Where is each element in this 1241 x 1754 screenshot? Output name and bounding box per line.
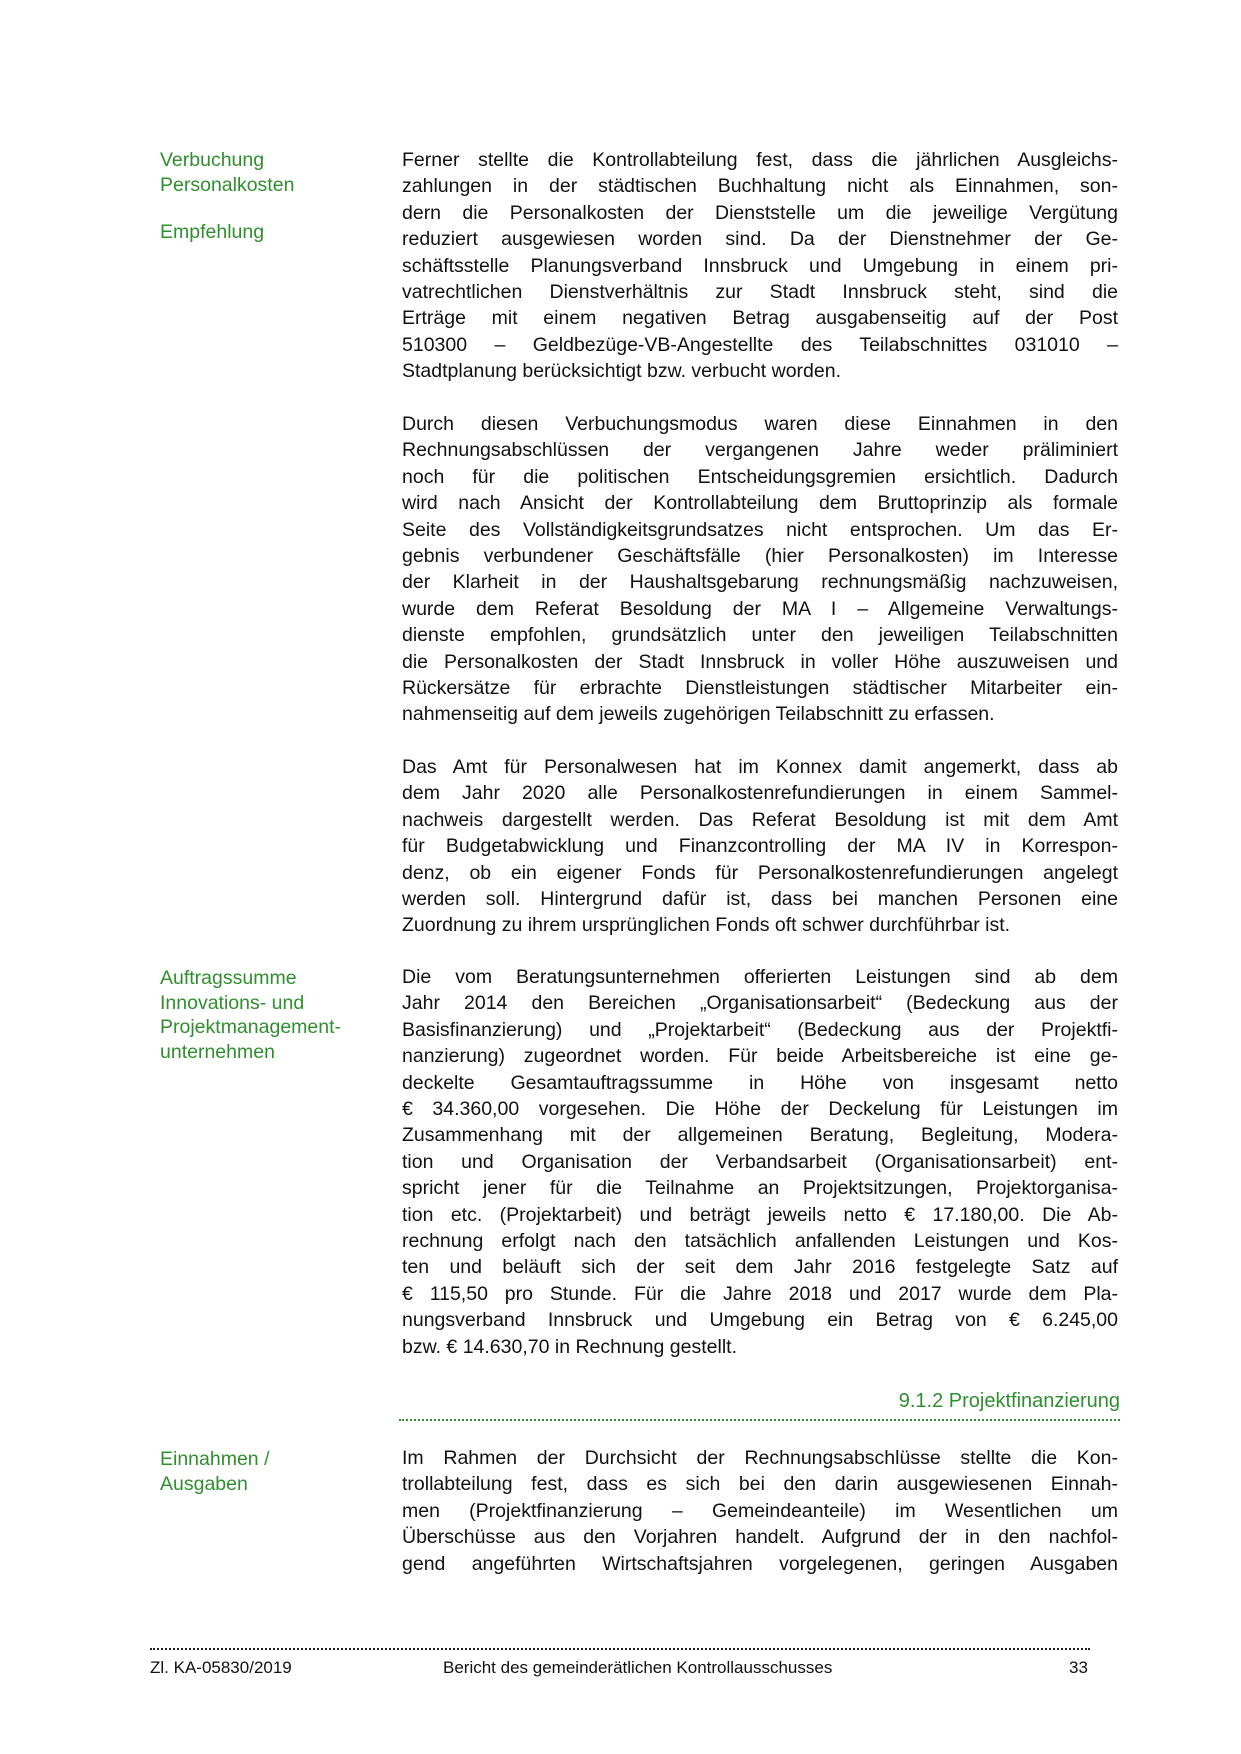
text-line: vatrechtlichen Dienstverhältnis zur Stadt Innsbruck steht, sind die xyxy=(402,281,1118,304)
paragraph-1 xyxy=(402,147,1118,385)
margin-label-line: unternehmen xyxy=(160,1040,275,1063)
margin-label-line: Innovations- und xyxy=(160,991,305,1014)
text-line: nanzierung) zugeordnet worden. Für beide Arbeitsbereiche ist eine ge- xyxy=(402,1045,1118,1068)
text-line: für Budgetabwicklung und Finanzcontrolling der MA IV in Korrespon- xyxy=(402,835,1118,858)
margin-label-line: Projektmanagement- xyxy=(160,1016,342,1038)
text-line: zahlungen in der städtischen Buchhaltung nicht als Einnahmen, son- xyxy=(402,175,1118,198)
text-line: dem Jahr 2020 alle Personalkostenrefundierungen in einem Sammel- xyxy=(402,782,1118,805)
text-line: wurde dem Referat Besoldung der MA I – Allgemeine Verwaltungs- xyxy=(402,597,1118,620)
text-line: Das Amt für Personalwesen hat im Konnex damit angemerkt, dass ab xyxy=(402,756,1118,778)
paragraph-2 xyxy=(402,411,1118,728)
text-line: Zuordnung zu ihrem ursprünglichen Fonds oft schwer durchführbar ist. xyxy=(402,914,1011,937)
text-line: Stadtplanung berücksichtigt bzw. verbucht worden. xyxy=(402,360,842,383)
text-line: nungsverband Innsbruck und Umgebung ein Betrag von € 6.245,00 xyxy=(402,1309,1118,1332)
text-line: Im Rahmen der Durchsicht der Rechnungsabschlüsse stellte die Kon- xyxy=(402,1447,1118,1469)
margin-label-line: Personalkosten xyxy=(160,173,295,196)
text-line: Basisfinanzierung) und „Projektarbeit“ (Bedeckung aus der Projektfi- xyxy=(402,1018,1118,1041)
text-line: denz, ob ein eigener Fonds für Personalkostenrefundierungen angelegt xyxy=(402,861,1118,884)
text-line: wird nach Ansicht der Kontrollabteilung dem Bruttoprinzip als formale xyxy=(402,492,1118,515)
text-line: schäftsstelle Planungsverband Innsbruck und Umgebung in einem pri- xyxy=(402,254,1118,277)
text-line: Rechnungsabschlüssen der vergangenen Jahre weder präliminiert xyxy=(402,439,1118,462)
text-line: ten und beläuft sich der seit dem Jahr 2016 festgelegte Satz auf xyxy=(402,1256,1118,1279)
page-number: 33 xyxy=(1069,1658,1088,1677)
text-line: Ferner stellte die Kontrollabteilung fest, dass die jährlichen Ausgleichs- xyxy=(402,149,1118,171)
text-line: noch für die politischen Entscheidungsgremien ersichtlich. Dadurch xyxy=(402,465,1118,488)
text-line: Rückersätze für erbrachte Dienstleistungen städtischer Mitarbeiter ein- xyxy=(402,677,1118,700)
text-line: der Klarheit in der Haushaltsgebarung rechnungsmäßig nachzuweisen, xyxy=(402,571,1118,594)
text-line: trollabteilung fest, dass es sich bei den darin ausgewiesenen Einnah- xyxy=(402,1473,1118,1496)
margin-label-einnahmen-ausgaben xyxy=(160,1447,270,1496)
footer-title: Bericht des gemeinderätlichen Kontrollausschusses xyxy=(443,1658,833,1677)
paragraph-5 xyxy=(402,1445,1118,1577)
text-line: Durch diesen Verbuchungsmodus waren diese Einnahmen in den xyxy=(402,413,1118,435)
text-line: werden soll. Hintergrund dafür ist, dass bei manchen Personen eine xyxy=(402,888,1118,911)
text-line: gend angeführten Wirtschaftsjahren vorgelegenen, geringen Ausgaben xyxy=(402,1552,1118,1575)
section-divider xyxy=(399,1419,1120,1421)
margin-label-line: Verbuchung xyxy=(160,149,265,171)
text-line: nahmenseitig auf dem jeweils zugehörigen Teilabschnitt zu erfassen. xyxy=(402,703,995,726)
text-line: Jahr 2014 den Bereichen „Organisationsarbeit“ (Bedeckung aus der xyxy=(402,992,1118,1015)
section-heading: 9.1.2 Projektfinanzierung xyxy=(898,1390,1120,1412)
text-line: dern die Personalkosten der Dienststelle um die jeweilige Vergütung xyxy=(402,201,1118,224)
text-line: die Personalkosten der Stadt Innsbruck in voller Höhe auszuweisen und xyxy=(402,650,1118,673)
text-line: tion etc. (Projektarbeit) und beträgt jeweils netto € 17.180,00. Die Ab- xyxy=(402,1203,1118,1226)
text-line: Erträge mit einem negativen Betrag ausgabenseitig auf der Post xyxy=(402,307,1118,330)
text-line: gebnis verbundener Geschäftsfälle (hier Personalkosten) im Interesse xyxy=(402,545,1118,568)
text-line: bzw. € 14.630,70 in Rechnung gestellt. xyxy=(402,1335,737,1358)
text-line: Die vom Beratungsunternehmen offerierten Leistungen sind ab dem xyxy=(402,966,1118,988)
text-line: tion und Organisation der Verbandsarbeit (Organisationsarbeit) ent- xyxy=(402,1150,1118,1173)
text-line: nachweis dargestellt werden. Das Referat Besoldung ist mit dem Amt xyxy=(402,808,1118,831)
margin-label-line: Einnahmen / xyxy=(160,1448,270,1470)
text-line: spricht jener für die Teilnahme an Projektsitzungen, Projektorganisa- xyxy=(402,1177,1118,1200)
margin-label-verbuchung-personalkosten xyxy=(160,148,294,197)
text-line: Überschüsse aus den Vorjahren handelt. Aufgrund der in den nachfol- xyxy=(402,1526,1118,1549)
text-line: deckelte Gesamtauftragssumme in Höhe von insgesamt netto xyxy=(402,1071,1118,1094)
margin-label-empfehlung xyxy=(160,220,264,245)
margin-label-line: Empfehlung xyxy=(160,221,265,243)
margin-label-auftragssumme xyxy=(160,966,341,1064)
margin-label-line: Ausgaben xyxy=(160,1472,248,1495)
footer-divider xyxy=(150,1648,1090,1650)
text-line: 510300 – Geldbezüge-VB-Angestellte des Teilabschnittes 031010 – xyxy=(402,333,1118,356)
text-line: Zusammenhang mit der allgemeinen Beratung, Begleitung, Modera- xyxy=(402,1124,1118,1147)
text-line: men (Projektfinanzierung – Gemeindeanteile) im Wesentlichen um xyxy=(402,1499,1118,1522)
text-line: € 34.360,00 vorgesehen. Die Höhe der Deckelung für Leistungen im xyxy=(402,1098,1118,1121)
text-line: rechnung erfolgt nach den tatsächlich anfallenden Leistungen und Kos- xyxy=(402,1230,1118,1253)
text-line: reduziert ausgewiesen worden sind. Da der Dienstnehmer der Ge- xyxy=(402,228,1118,251)
text-line: dienste empfohlen, grundsätzlich unter den jeweiligen Teilabschnitten xyxy=(402,624,1118,647)
margin-label-line: Auftragssumme xyxy=(160,967,297,989)
footer-reference: Zl. KA-05830/2019 xyxy=(150,1658,292,1677)
paragraph-4 xyxy=(402,964,1118,1360)
paragraph-3 xyxy=(402,754,1118,939)
text-line: € 115,50 pro Stunde. Für die Jahre 2018 und 2017 wurde dem Pla- xyxy=(402,1282,1118,1305)
text-line: Seite des Vollständigkeitsgrundsatzes nicht entsprochen. Um das Er- xyxy=(402,518,1118,541)
